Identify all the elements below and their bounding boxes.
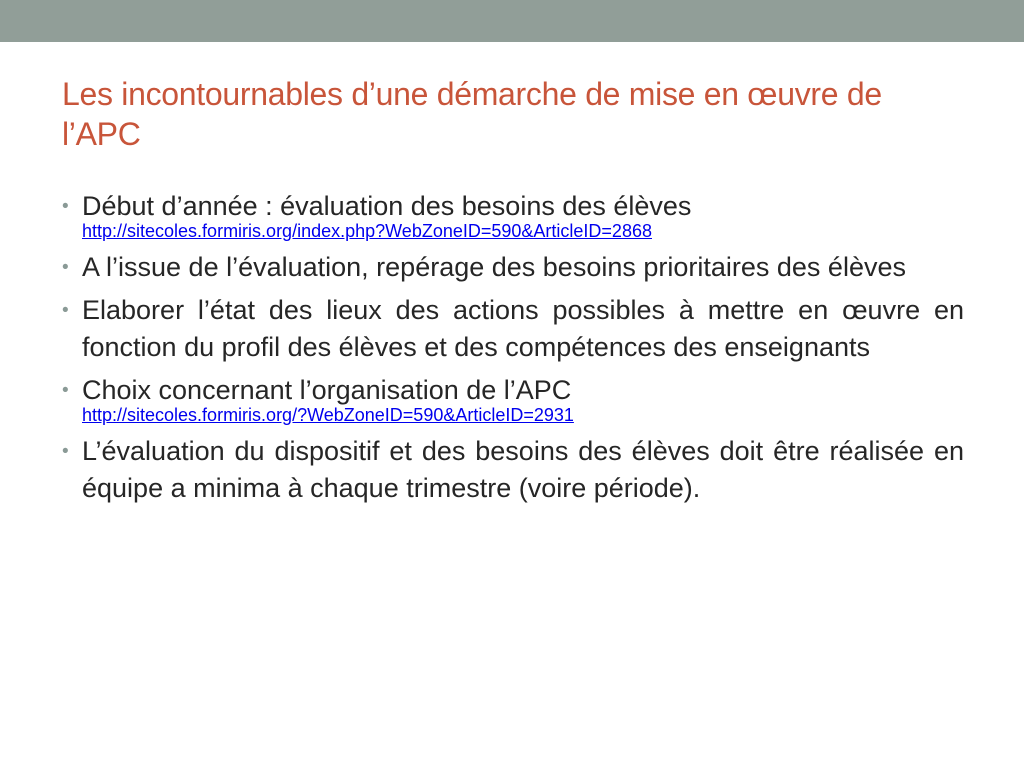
bullet-text: Elaborer l’état des lieux des actions possibles à mettre en œuvre en fonction du profil des élèves et des compétences des enseignants	[82, 295, 964, 362]
bullet-item-state-of-actions	[62, 292, 964, 366]
bullet-icon: •	[62, 441, 69, 462]
top-banner	[0, 0, 1024, 42]
reference-link[interactable]: http://sitecoles.formiris.org/index.php?WebZoneID=590&ArticleID=2868	[82, 221, 652, 241]
bullet-item-organisation-choice	[62, 372, 964, 425]
slide-title: Les incontournables d’une démarche de mise en œuvre de l’APC	[62, 76, 882, 152]
bullet-item-priority-needs	[62, 249, 964, 286]
bullet-icon: •	[62, 300, 69, 321]
bullet-icon: •	[62, 257, 69, 278]
bullet-text: A l’issue de l’évaluation, repérage des besoins prioritaires des élèves	[82, 252, 906, 282]
bullet-list	[62, 188, 964, 513]
bullet-icon: •	[62, 380, 69, 401]
reference-link[interactable]: http://sitecoles.formiris.org/?WebZoneID=590&ArticleID=2931	[82, 405, 574, 425]
bullet-item-needs-assessment	[62, 188, 964, 241]
bullet-item-evaluation-team	[62, 433, 964, 507]
bullet-text: L’évaluation du dispositif et des besoins des élèves doit être réalisée en équipe a minima à chaque trimestre (voire période).	[82, 436, 964, 503]
bullet-text: Début d’année : évaluation des besoins des élèves	[82, 191, 692, 221]
bullet-icon: •	[62, 196, 69, 217]
bullet-text: Choix concernant l’organisation de l’APC	[82, 375, 572, 405]
